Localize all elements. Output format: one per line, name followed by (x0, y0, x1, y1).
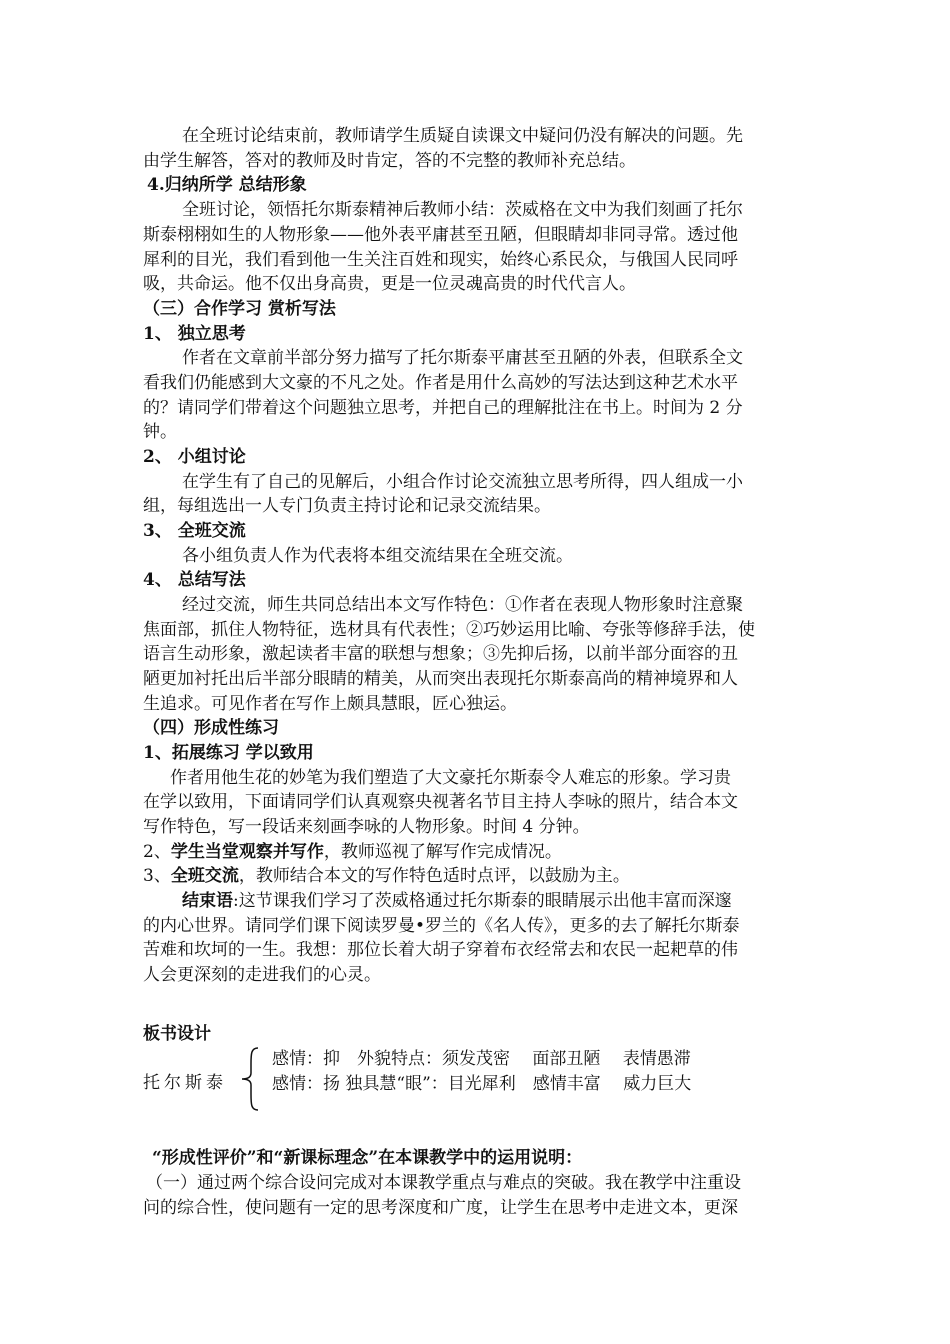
closing-remarks: 结束语:这节课我们学习了茨威格通过托尔斯泰的眼睛展示出他丰富而深邃 (182, 891, 732, 911)
board-design-title: 板书设计 (143, 1024, 211, 1044)
paragraph-line: 写作特色，写一段话来刻画李咏的人物形象。时间 4 分钟。 (143, 817, 590, 837)
paragraph-line: （一）通过两个综合设问完成对本课教学重点与难点的突破。我在教学中注重设 (146, 1173, 741, 1193)
paragraph-line: 吸，共命运。他不仅出身高贵，更是一位灵魂高贵的时代代言人。 (143, 274, 636, 294)
paragraph-line: 语言生动形象，激起读者丰富的联想与想象；③先抑后扬，以前半部分面容的丑 (143, 644, 738, 664)
paragraph-line: 由学生解答，答对的教师及时肯定，答的不完整的教师补充总结。 (143, 151, 636, 171)
paragraph-line: 看我们仍能感到大文豪的不凡之处。作者是用什么高妙的写法达到这种艺术水平 (143, 373, 738, 393)
paragraph-line: 各小组负责人作为代表将本组交流结果在全班交流。 (182, 546, 573, 566)
paragraph-line: 组，每组选出一人专门负责主持讨论和记录交流结果。 (143, 496, 551, 516)
paragraph-line: 作者在文章前半部分努力描写了托尔斯泰平庸甚至丑陋的外表，但联系全文 (182, 348, 743, 368)
step-heading: 4、 总结写法 (143, 570, 246, 590)
step-heading: 2、 小组讨论 (143, 447, 246, 467)
paragraph-line: 在学生有了自己的见解后，小组合作讨论交流独立思考所得，四人组成一小 (182, 472, 743, 492)
board-row-suppress: 感情：抑 外貌特点：须发茂密 面部丑陋 表情愚滞 (272, 1049, 691, 1069)
practice-step-3: 3、全班交流，教师结合本文的写作特色适时点评，以鼓励为主。 (143, 866, 630, 886)
paragraph-line: 钟。 (143, 422, 177, 442)
paragraph-line: 的内心世界。请同学们课下阅读罗曼•罗兰的《名人传》，更多的去了解托尔斯泰 (143, 916, 740, 936)
paragraph-line: 全班讨论，领悟托尔斯泰精神后教师小结：茨威格在文中为我们刻画了托尔 (182, 200, 743, 220)
paragraph-line: 的？请同学们带着这个问题独立思考，并把自己的理解批注在书上。时间为 2 分 (143, 398, 743, 418)
paragraph-line: 经过交流，师生共同总结出本文写作特色：①作者在表现人物形象时注意聚 (182, 595, 743, 615)
explanation-heading: “形成性评价”和“新课标理念”在本课教学中的运用说明： (152, 1148, 583, 1168)
paragraph-line: 犀利的目光，我们看到他一生关注百姓和现实，始终心系民众，与俄国人民同呼 (143, 250, 738, 270)
paragraph-line: 人会更深刻的走进我们的心灵。 (143, 965, 381, 985)
board-subject: 托尔斯泰 (143, 1073, 227, 1093)
paragraph-line: 生追求。可见作者在写作上颇具慧眼，匠心独运。 (143, 694, 517, 714)
board-row-praise: 感情：扬 独具慧“眼”：目光犀利 感情丰富 威力巨大 (272, 1074, 692, 1094)
paragraph-line: 陋更加衬托出后半部分眼睛的精美，从而突出表现托尔斯泰高尚的精神境界和人 (143, 669, 738, 689)
step-heading: 1、 独立思考 (143, 324, 246, 344)
paragraph-line: 焦面部，抓住人物特征，选材具有代表性；②巧妙运用比喻、夸张等修辞手法，使 (143, 620, 755, 640)
paragraph-line: 苦难和坎坷的一生。我想：那位长着大胡子穿着布衣经常去和农民一起耙草的伟 (143, 940, 738, 960)
section-heading: （四）形成性练习 (143, 718, 279, 738)
brace-icon (238, 1046, 268, 1112)
paragraph-line: 作者用他生花的妙笔为我们塑造了大文豪托尔斯泰令人难忘的形象。学习贵 (170, 768, 731, 788)
practice-step-2: 2、学生当堂观察并写作，教师巡视了解写作完成情况。 (143, 842, 562, 862)
step-heading: 3、 全班交流 (143, 521, 246, 541)
paragraph-line: 问的综合性，使问题有一定的思考深度和广度，让学生在思考中走进文本，更深 (143, 1198, 738, 1218)
section-heading: 4.归纳所学 总结形象 (147, 175, 307, 195)
paragraph-line: 斯泰栩栩如生的人物形象——他外表平庸甚至丑陋，但眼睛却非同寻常。透过他 (143, 225, 738, 245)
paragraph-line: 在学以致用，下面请同学们认真观察央视著名节目主持人李咏的照片，结合本文 (143, 792, 738, 812)
paragraph-line: 在全班讨论结束前，教师请学生质疑自读课文中疑问仍没有解决的问题。先 (182, 126, 743, 146)
step-heading: 1、拓展练习 学以致用 (143, 743, 314, 763)
section-heading: （三）合作学习 赏析写法 (143, 299, 336, 319)
